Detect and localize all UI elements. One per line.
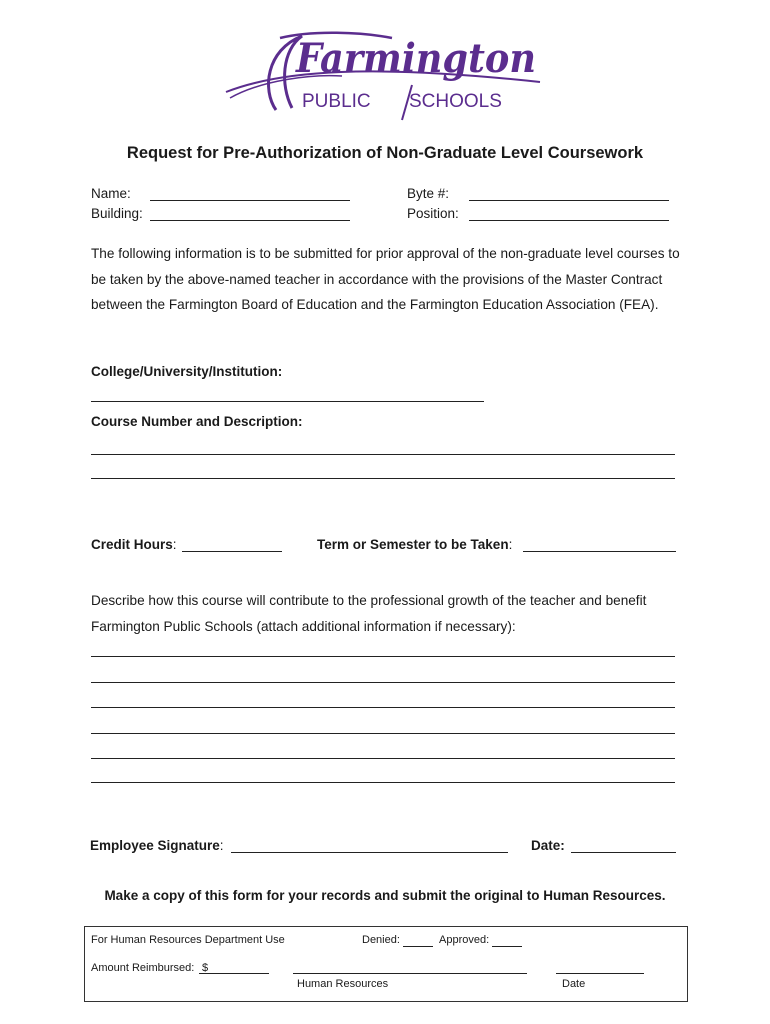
name-label: Name:	[91, 186, 131, 201]
hr-date-caption: Date	[562, 978, 586, 990]
page-title: Request for Pre-Authorization of Non-Graduate Level Coursework	[126, 144, 644, 162]
date-field[interactable]	[571, 852, 676, 853]
hr-date-field[interactable]	[556, 973, 644, 974]
amount-field[interactable]	[199, 973, 269, 974]
term-label: Term or Semester to be Taken:	[317, 537, 513, 552]
dollar-sign: $	[202, 962, 209, 974]
building-label: Building:	[91, 206, 143, 221]
copy-note: Make a copy of this form for your records and submit the original to Human Resources.	[104, 888, 666, 903]
amount-label: Amount Reimbursed:	[91, 962, 195, 974]
college-field[interactable]	[91, 401, 484, 402]
byte-field[interactable]	[469, 200, 669, 201]
course-label: Course Number and Description:	[91, 414, 303, 429]
hr-caption: Human Resources	[297, 978, 389, 990]
signature-field[interactable]	[231, 852, 508, 853]
position-label: Position:	[407, 206, 459, 221]
position-field[interactable]	[469, 220, 669, 221]
denied-label: Denied:	[362, 934, 400, 946]
approved-label: Approved:	[439, 934, 490, 946]
course-field-line-1[interactable]	[91, 454, 675, 455]
describe-line-4[interactable]	[91, 733, 675, 734]
date-label: Date:	[531, 838, 565, 853]
byte-label: Byte #:	[407, 186, 450, 201]
describe-line-2[interactable]	[91, 682, 675, 683]
farmington-logo	[222, 30, 552, 125]
course-field-line-2[interactable]	[91, 478, 675, 479]
hr-signature-field[interactable]	[293, 973, 527, 974]
name-field[interactable]	[150, 200, 350, 201]
college-label: College/University/Institution:	[91, 364, 283, 379]
denied-field[interactable]	[403, 946, 433, 947]
describe-line-5[interactable]	[91, 758, 675, 759]
approved-field[interactable]	[492, 946, 522, 947]
describe-paragraph: Describe how this course will contribute to the professional growth of the teacher and benefit Farmington Public Schools (attach additional information if necessary):	[91, 593, 647, 634]
describe-line-6[interactable]	[91, 782, 675, 783]
logo-script: Farmington	[295, 35, 536, 82]
intro-paragraph: The following information is to be submitted for prior approval of the non-graduate level courses to be taken by the above-named teacher in accordance with the provisions of the Master Contract between the Farmington Board of Education and the Farmington Education Association (FEA).	[91, 246, 680, 312]
describe-line-1[interactable]	[91, 656, 675, 657]
hr-dept-label: For Human Resources Department Use	[91, 934, 285, 946]
signature-label: Employee Signature:	[90, 838, 224, 853]
credit-hours-field[interactable]	[182, 551, 282, 552]
logo-public: PUBLIC	[302, 91, 371, 112]
term-field[interactable]	[523, 551, 676, 552]
building-field[interactable]	[150, 220, 350, 221]
credit-hours-label: Credit Hours:	[91, 537, 177, 552]
logo-schools: SCHOOLS	[409, 91, 502, 112]
describe-line-3[interactable]	[91, 707, 675, 708]
